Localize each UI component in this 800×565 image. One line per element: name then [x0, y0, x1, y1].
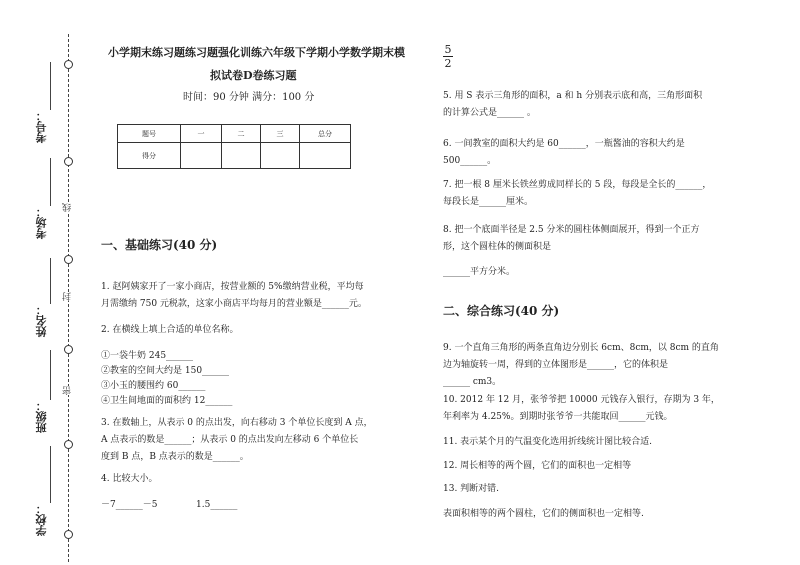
exam-title-line1: 小学期末练习题练习题强化训练六年级下学期小学数学期末模 — [108, 46, 405, 59]
binding-separator-xian: 线 — [63, 203, 73, 212]
question-7-line1: 7. 把一根 8 厘米长铁丝剪成同样长的 5 段，每段是全长的______， — [443, 180, 712, 190]
binding-circle — [64, 255, 73, 264]
score-table-header: 一 — [181, 125, 222, 143]
question-8-line3: ______平方分米。 — [443, 267, 516, 277]
question-11: 11. 表示某个月的气温变化选用折线统计图比较合适. — [443, 437, 653, 447]
question-3-line2: A 点表示的数是______；从表示 0 的点出发向左移动 6 个单位长 — [101, 435, 359, 445]
question-6-line2: 500______。 — [443, 156, 497, 166]
binding-circle — [64, 530, 73, 539]
fraction-five-halves — [443, 44, 453, 69]
question-5-line2: 的计算公式是______ 。 — [443, 108, 536, 118]
question-2-item: ④卫生间地面的面积约 12______ — [101, 396, 233, 406]
question-1-line1: 1. 赵阿姨家开了一家小商店，按营业额的 5%缴纳营业税，平均每 — [101, 282, 364, 292]
question-5-line1: 5. 用 S 表示三角形的面积，a 和 h 分别表示底和高，三角形面积 — [443, 91, 703, 101]
binding-circle — [64, 60, 73, 69]
question-4-compare-a: －7______－5 — [101, 500, 158, 510]
school-label: 学校： — [35, 503, 48, 536]
question-7-line2: 每段长是______厘米。 — [443, 197, 534, 207]
name-blank[interactable] — [50, 258, 51, 304]
score-table-header: 题号 — [118, 125, 181, 143]
question-8-line1: 8. 把一个底面半径是 2.5 分米的圆柱体侧面展开，得到一个正方 — [443, 225, 700, 235]
class-blank[interactable] — [50, 350, 51, 400]
question-13-statement: 表面积相等的两个圆柱，它们的侧面积也一定相等. — [443, 509, 644, 519]
school-blank[interactable] — [50, 446, 51, 503]
question-9-line1: 9. 一个直角三角形的两条直角边分别长 6cm、8cm，以 8cm 的直角 — [443, 343, 719, 353]
score-table-header: 二 — [222, 125, 261, 143]
question-8-line2: 形，这个圆柱体的侧面积是 — [443, 242, 552, 252]
binding-separator-feng: 封 — [63, 292, 73, 301]
question-13: 13. 判断对错. — [443, 484, 500, 494]
question-1-line2: 月需缴纳 750 元税款，这家小商店平均每月的营业额是______元。 — [101, 299, 367, 309]
question-2-item: ②教室的空间大约是 150______ — [101, 366, 230, 376]
score-cell[interactable] — [222, 143, 261, 169]
binding-separator-mi: 密 — [63, 386, 73, 395]
exam-room-label: 考场： — [35, 206, 48, 239]
question-3-line1: 3. 在数轴上，从表示 0 的点出发，向右移动 3 个单位长度到 A 点， — [101, 418, 373, 428]
exam-title-line2: 拟试卷D卷练习题 — [210, 69, 297, 82]
section-basic-practice: 一、基础练习(40 分) — [101, 238, 218, 252]
question-12: 12. 周长相等的两个圆，它们的面积也一定相等 — [443, 461, 632, 471]
exam-number-blank[interactable] — [50, 62, 51, 110]
name-label: 姓名： — [35, 304, 48, 337]
binding-circle — [64, 345, 73, 354]
fraction-denominator: 2 — [444, 57, 452, 70]
question-6-line1: 6. 一间教室的面积大约是 60______，一瓶酱油的容积大约是 — [443, 139, 685, 149]
class-label: 班级： — [35, 400, 48, 433]
score-table-row-label: 得分 — [118, 143, 181, 169]
question-3-line3: 度到 B 点，B 点表示的数是______。 — [101, 452, 249, 462]
exam-time-info: 时间：90 分钟 满分：100 分 — [183, 92, 315, 103]
binding-margin — [0, 0, 85, 565]
section-comprehensive-practice: 二、综合练习(40 分) — [443, 304, 560, 318]
score-table-header: 总分 — [300, 125, 351, 143]
question-2: 2. 在横线上填上合适的单位名称。 — [101, 325, 239, 335]
question-10-line2: 年利率为 4.25%。到期时张爷爷一共能取回______元钱。 — [443, 412, 673, 422]
binding-circle — [64, 157, 73, 166]
question-9-line3: ______ cm3。 — [443, 377, 502, 387]
question-9-line2: 边为轴旋转一周，得到的立体图形是______，它的体积是 — [443, 360, 669, 370]
score-table — [117, 124, 351, 169]
question-4: 4. 比较大小。 — [101, 474, 158, 484]
binding-circle — [64, 440, 73, 449]
question-2-item: ①一袋牛奶 245______ — [101, 351, 194, 361]
score-cell[interactable] — [300, 143, 351, 169]
score-cell[interactable] — [181, 143, 222, 169]
exam-room-blank[interactable] — [50, 158, 51, 206]
question-2-item: ③小玉的腰围约 60______ — [101, 381, 206, 391]
fraction-numerator: 5 — [444, 43, 452, 56]
score-cell[interactable] — [261, 143, 300, 169]
question-10-line1: 10. 2012 年 12 月，张爷爷把 10000 元钱存入银行，存期为 3 年， — [443, 395, 720, 405]
exam-number-label: 考号： — [35, 110, 48, 143]
score-table-header: 三 — [261, 125, 300, 143]
question-4-compare-b: 1.5______ — [196, 500, 238, 510]
